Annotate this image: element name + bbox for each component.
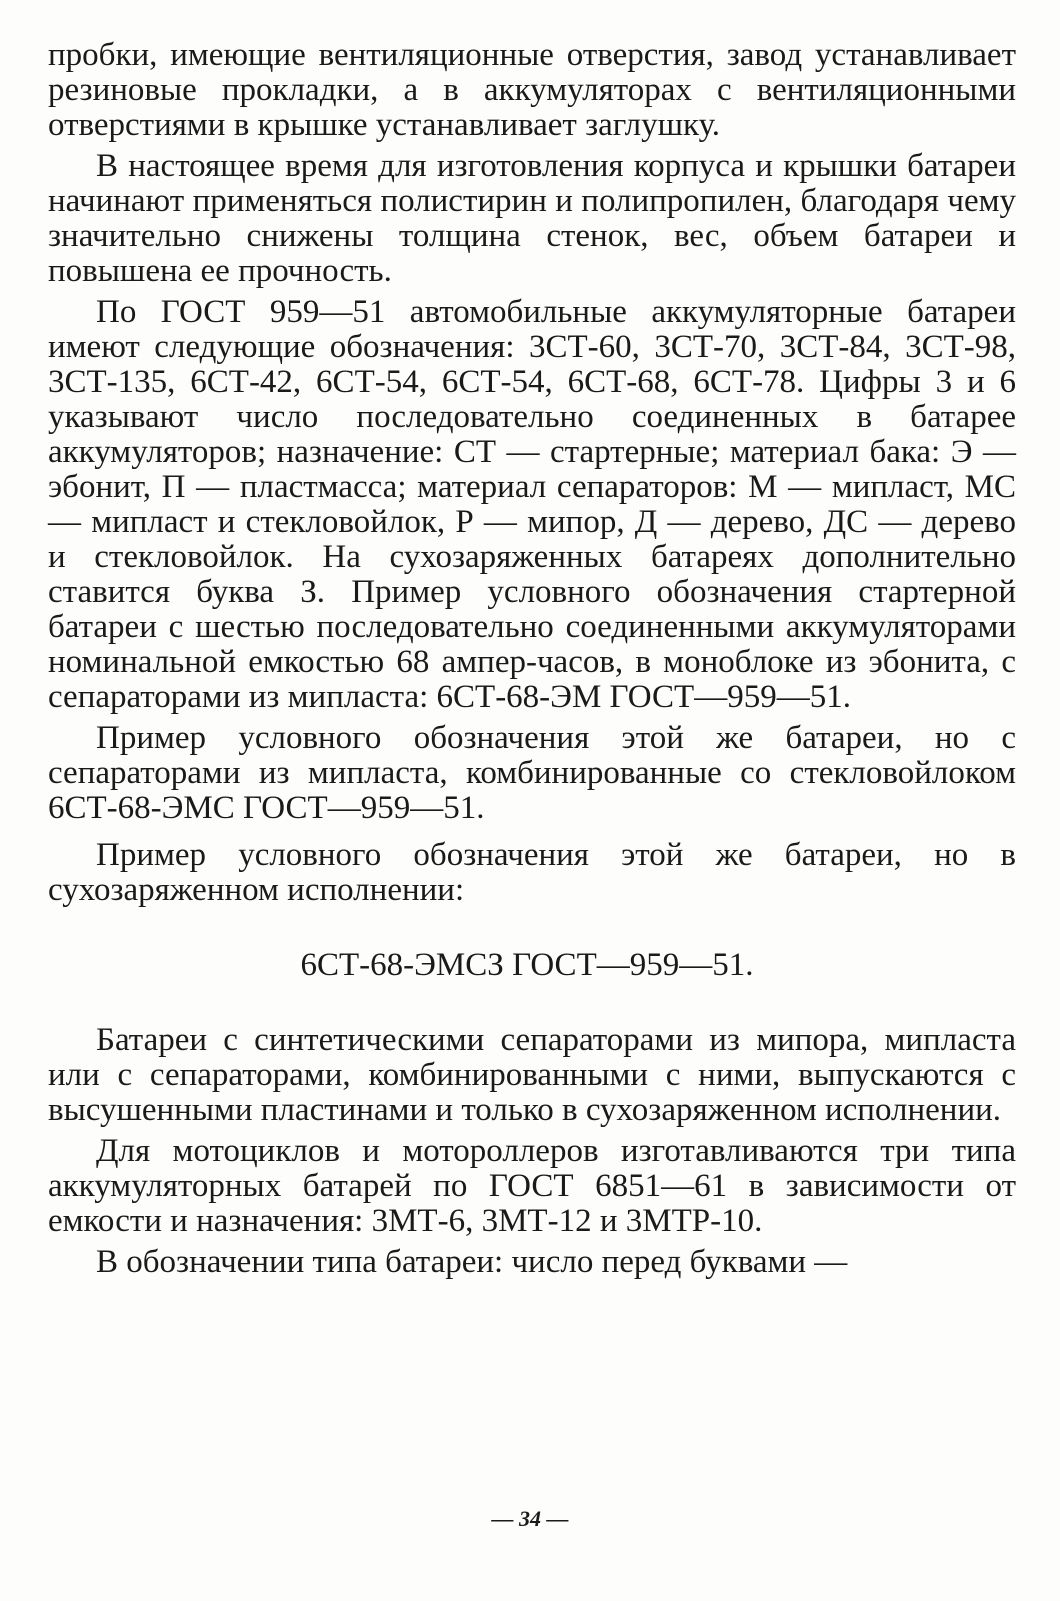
paragraph-8: В обозначении типа батареи: число перед буквами —: [96, 1244, 848, 1280]
paragraph-4: Пример условного обозначения этой же батареи, но с сепараторами из мипласта, комбинированные со стекловойлоком 6СТ-68-ЭМС ГОСТ—959—51.: [48, 720, 1016, 826]
paragraph-2: В настоящее время для изготовления корпуса и крышки батареи начинают применяться полистирин и полипропилен, благодаря чему значительно снижены толщина стенок, вес, объем батареи и повышена ее прочность.: [48, 148, 1016, 289]
paragraph-7: Для мотоциклов и мотороллеров изготавливаются три типа аккумуляторных батарей по ГОСТ 6851—61 в зависимости от емкости и назначения: 3МТ-6, 3МТ-12 и 3МТР-10.: [48, 1133, 1016, 1239]
page-number: — 34 —: [491, 1506, 569, 1531]
battery-designation-formula: 6СТ-68-ЭМСЗ ГОСТ—959—51.: [300, 947, 754, 983]
paragraph-1: пробки, имеющие вентиляционные отверстия, завод устанавливает резиновые прокладки, а в аккумуляторах с вентиляционными отверстиями в крышке устанавливает заглушку.: [48, 37, 1016, 143]
paragraph-5: Пример условного обозначения этой же батареи, но в сухозаряженном исполнении:: [48, 837, 1016, 908]
text-body: [48, 38, 1016, 1280]
paragraph-6: Батареи с синтетическими сепараторами из мипора, мипласта или с сепараторами, комбинированными с ними, выпускаются с высушенными пластинами и только в сухозаряженном исполнении.: [48, 1022, 1016, 1128]
paragraph-3: По ГОСТ 959—51 автомобильные аккумуляторные батареи имеют следующие обозначения: 3СТ-60, 3СТ-70, 3СТ-84, 3СТ-98, 3СТ-135, 6СТ-42, 6СТ-54, 6СТ-54, 6СТ-68, 6СТ-78. Цифры 3 и 6 указывают число последовательно соединенных в батарее аккумуляторов; назначение: СТ — стартерные; материал бака: Э — эбонит, П — пластмасса; материал сепараторов: М — мипласт, МС — мипласт и стекловойлок, Р — мипор, Д — дерево, ДС — дерево и стекловойлок. На сухозаряженных батареях дополнительно ставится буква З. Пример условного обозначения стартерной батареи с шестью последовательно соединенными аккумуляторами номинальной емкостью 68 ампер-часов, в моноблоке из эбонита, с сепараторами из мипласта: 6СТ-68-ЭМ ГОСТ—959—51.: [48, 294, 1016, 715]
